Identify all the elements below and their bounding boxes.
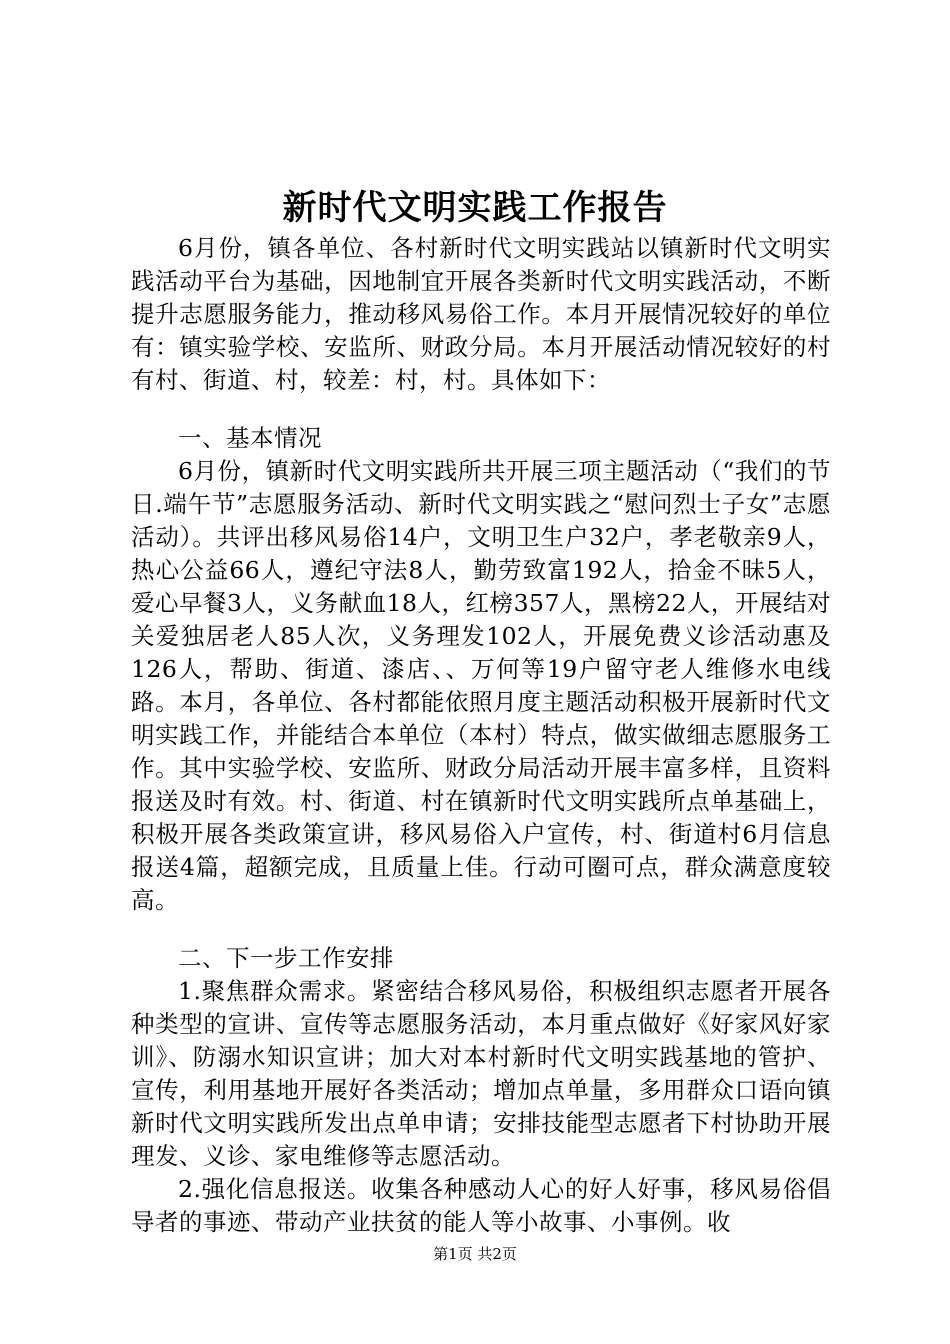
section-heading-basic: 一、基本情况: [178, 424, 322, 452]
document-title: 新时代文明实践工作报告: [282, 188, 668, 228]
page-footer: 第1页 共2页: [433, 1245, 517, 1263]
intro-paragraph: 6月份，镇各单位、各村新时代文明实践站以镇新时代文明实践活动平台为基础，因地制宜开展各类新时代文明实践活动，不断提升志愿服务能力，推动移风易俗工作。本月开展情况较好的单位有：镇实验学校、安监所、财政分局。本月开展活动情况较好的村有村、街道、村，较差：村，村。具体如下：: [131, 234, 831, 394]
section-heading-next-steps: 二、下一步工作安排: [178, 944, 394, 972]
document-body: [131, 232, 831, 1239]
basic-situation-paragraph: 6月份，镇新时代文明实践所共开展三项主题活动（“我们的节日.端午节”志愿服务活动、新时代文明实践之“慰问烈士子女”志愿活动）。共评出移风易俗14户，文明卫生户32户，孝老敬亲9人，热心公益66人，遵纪守法8人，勤劳致富192人，拾金不昧5人，爱心早餐3人，义务献血18人，红榜357人，黑榜22人，开展结对关爱独居老人85人次，义务理发102人，开展免费义诊活动惠及126人，帮助、街道、漆店、、万何等19户留守老人维修水电线路。本月，各单位、各村都能依照月度主题活动积极开展新时代文明实践工作，并能结合本单位（本村）特点，做实做细志愿服务工作。其中实验学校、安监所、财政分局活动开展丰富多样，且资料报送及时有效。村、街道、村在镇新时代文明实践所点单基础上，积极开展各类政策宣讲，移风易俗入户宣传，村、街道村6月信息报送4篇，超额完成，且质量上佳。行动可圈可点，群众满意度较高。: [131, 457, 831, 914]
next-steps-item-2: 2.强化信息报送。收集各种感动人心的好人好事，移风易俗倡导者的事迹、带动产业扶贫的能人等小故事、小事例。收: [131, 1175, 831, 1236]
paragraph-gap: [131, 397, 831, 422]
paragraph-gap: [131, 917, 831, 942]
next-steps-item-1: 1.聚焦群众需求。紧密结合移风易俗，积极组织志愿者开展各种类型的宣讲、宣传等志愿服务活动，本月重点做好《好家风好家训》、防溺水知识宣讲；加大对本村新时代文明实践基地的管护、宣传，利用基地开展好各类活动；增加点单量，多用群众口语向镇新时代文明实践所发出点单申请；安排技能型志愿者下村协助开展理发、义诊、家电维修等志愿活动。: [131, 977, 831, 1170]
